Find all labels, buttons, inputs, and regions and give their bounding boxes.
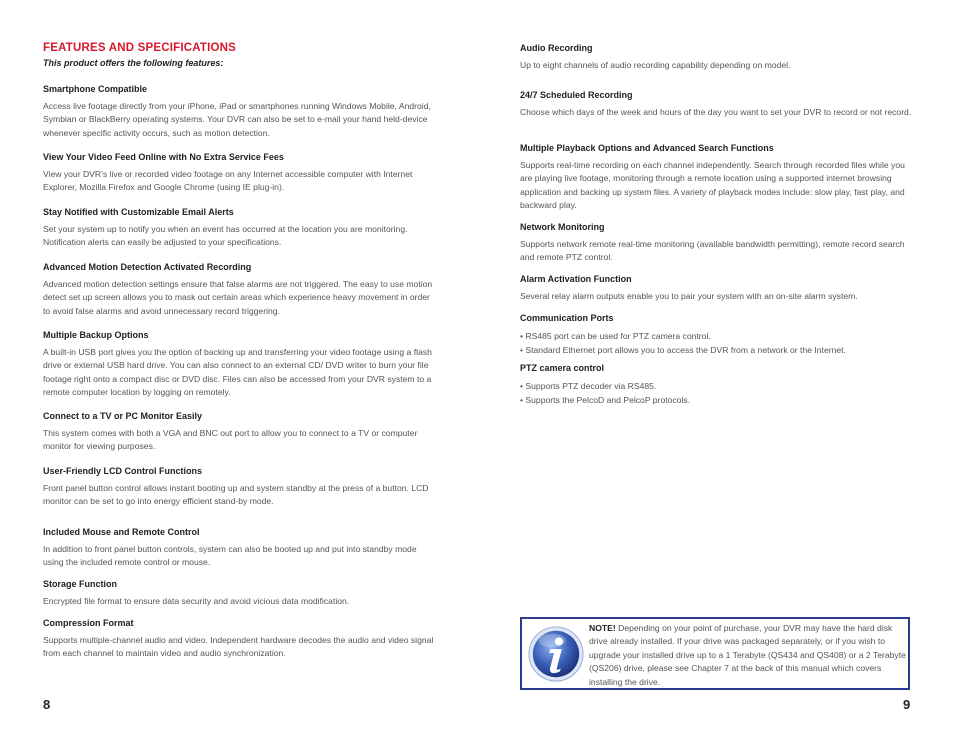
section-body: Up to eight channels of audio recording capability depending on model. [520,60,791,70]
section-heading: Alarm Activation Function [520,274,632,284]
note-text [589,622,907,689]
section-mouse-remote [43,526,438,570]
section-backup-options [43,329,438,400]
section-heading: Multiple Playback Options and Advanced Search Functions [520,143,774,153]
section-heading: PTZ camera control [520,363,605,373]
section-body: View your DVR’s live or recorded video footage on any Internet accessible computer with Internet Explorer, Mozilla Firefox and Google Chrome (using IE plug-in). [43,169,413,193]
page-number-left: 8 [43,697,51,712]
section-heading: Stay Notified with Customizable Email Alerts [43,207,234,217]
section-body: Several relay alarm outputs enable you to pair your system with an on-site alarm system. [520,291,858,301]
section-heading: Included Mouse and Remote Control [43,527,200,537]
section-body: A built-in USB port gives you the option of backing up and transferring your video footage using a flash drive or external USB hard drive. You can also connect to an external CD/ DVD writer to burn your file footage right onto a compact disc or DVD disc. Files can also be accessed from your DVR system to a remote computer location by logging on remotely. [43,347,432,398]
section-alarm-activation [520,273,915,303]
section-audio-recording [520,42,915,72]
section-tv-monitor [43,410,438,454]
section-storage-function [43,578,438,608]
section-heading: Compression Format [43,618,134,628]
list-item: • Supports the PelcoD and PelcoP protocols. [520,393,915,407]
section-body: This system comes with both a VGA and BNC out port to allow you to connect to a TV or computer monitor for viewing purposes. [43,428,418,452]
note-box [520,617,910,690]
section-heading: Network Monitoring [520,222,605,232]
list-item: • RS485 port can be used for PTZ camera control. [520,329,915,343]
bullet-list [520,329,915,357]
section-compression-format [43,617,438,661]
note-body: Depending on your point of purchase, your DVR may have the hard disk drive already installed. If your drive was packaged separately, or if you wish to upgrade your installed drive up to a 1 Terabyte (QS434 and QS408) or a 2 Terabyte (QS206) drive, please see Chapter 7 at the back of this manual which covers installing the drive. [589,623,906,687]
section-heading: Connect to a TV or PC Monitor Easily [43,411,203,421]
section-heading: Communication Ports [520,313,614,323]
section-email-alerts [43,206,438,250]
section-motion-detection [43,261,438,318]
section-online-video-feed [43,151,438,195]
section-body: Choose which days of the week and hours of the day you want to set your DVR to record or not record. [520,107,912,117]
section-heading: Audio Recording [520,43,593,53]
section-smartphone-compatible [43,83,438,140]
section-body: Access live footage directly from your iPhone, iPad or smartphones running Windows Mobile, Android, Symbian or BlackBerry operating systems. Your DVR can also be set to e-mail your hand held-device whenever specific activity occurs, such as motion detection. [43,101,431,138]
section-body: Supports multiple-channel audio and video. Independent hardware decodes the audio and video signal from each channel to maintain video and audio synchronization. [43,635,434,659]
section-body: Front panel button control allows instant booting up and system standby at the press of a button. LCD monitor can be set to go into energy efficient stand-by mode. [43,483,429,507]
section-heading: Multiple Backup Options [43,330,149,340]
info-icon [527,625,585,683]
section-heading: Advanced Motion Detection Activated Recording [43,262,252,272]
section-body: Supports real-time recording on each channel independently. Search through recorded files while you are playing live footage, monitoring through a remote location using a supported internet browsing application and backing up system files. A variety of playback modes include: slow play, fast play, and backward play. [520,160,905,211]
list-item: • Supports PTZ decoder via RS485. [520,379,915,393]
list-item: • Standard Ethernet port allows you to access the DVR from a network or the Internet. [520,343,915,357]
page-title: FEATURES AND SPECIFICATIONS [43,42,237,54]
section-body: Encrypted file format to ensure data security and avoid vicious data modification. [43,596,350,606]
page-subtitle: This product offers the following features: [43,58,224,68]
note-label: NOTE! [589,623,616,633]
section-ptz-control [520,362,915,407]
section-communication-ports [520,312,915,357]
section-lcd-control [43,465,438,509]
page-number-right: 9 [903,697,911,712]
section-network-monitoring [520,221,915,265]
section-body: Advanced motion detection settings ensure that false alarms are not triggered. The easy to use motion detect set up screen allows you to mask out certain areas which experience heavy movement in order to avoid false alarms and avoid unnecessary record triggering. [43,279,433,316]
section-heading: User-Friendly LCD Control Functions [43,466,203,476]
section-body: Set your system up to notify you when an event has occurred at the location you are monitoring. Notification alerts can easily be adjusted to your specifications. [43,224,408,248]
section-heading: Smartphone Compatible [43,84,148,94]
section-playback-search [520,142,915,213]
bullet-list [520,379,915,407]
section-body: Supports network remote real-time monitoring (available bandwidth permitting), remote record search and remote PTZ control. [520,239,905,263]
section-body: In addition to front panel button controls, system can also be booted up and put into standby mode using the included remote control or mouse. [43,544,417,568]
section-heading: Storage Function [43,579,117,589]
section-scheduled-recording [520,89,915,119]
section-heading: View Your Video Feed Online with No Extra Service Fees [43,152,284,162]
section-heading: 24/7 Scheduled Recording [520,90,633,100]
